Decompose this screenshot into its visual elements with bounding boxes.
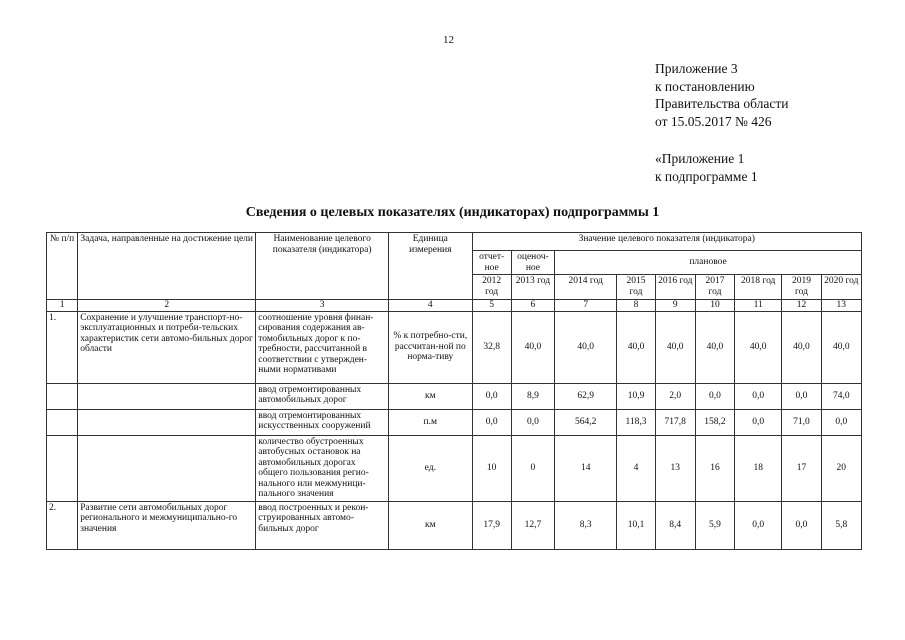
row-value: 10,9 <box>617 383 655 409</box>
row-value: 8,3 <box>555 501 617 549</box>
row-indicator: соотношение уровня финан-сирования содержания ав-томобильных дорог к по-требности, рассчитанной в соответствии с утвержден-ными нормативами <box>256 311 389 383</box>
row-indicator: ввод отремонтированных автомобильных дорог <box>256 383 389 409</box>
row-value: 4 <box>617 435 655 501</box>
row-value: 40,0 <box>511 311 554 383</box>
year-header: 2013 год <box>511 275 554 300</box>
row-value: 0,0 <box>472 409 511 435</box>
header-planned: плановое <box>555 251 862 275</box>
row-value: 40,0 <box>555 311 617 383</box>
year-header: 2020 год <box>821 275 861 300</box>
column-number: 13 <box>821 300 861 312</box>
row-value: 12,7 <box>511 501 554 549</box>
year-header: 2018 год <box>735 275 782 300</box>
year-header: 2019 год <box>782 275 821 300</box>
appendix-line: Правительства области <box>655 96 789 111</box>
row-indicator: ввод отремонтированных искусственных сооружений <box>256 409 389 435</box>
year-header: 2012 год <box>472 275 511 300</box>
appendix-line: к постановлению <box>655 78 755 94</box>
row-value: 0,0 <box>735 501 782 549</box>
table-row <box>47 383 862 409</box>
year-header: 2016 год <box>655 275 695 300</box>
row-value: 0,0 <box>472 383 511 409</box>
row-value: 5,8 <box>821 501 861 549</box>
row-value: 40,0 <box>655 311 695 383</box>
table-row <box>47 435 862 501</box>
column-number: 12 <box>782 300 821 312</box>
row-value: 17 <box>782 435 821 501</box>
row-unit: км <box>389 383 473 409</box>
appendix-line: к подпрограмме 1 <box>655 168 758 184</box>
row-value: 62,9 <box>555 383 617 409</box>
year-header: 2014 год <box>555 275 617 300</box>
row-value: 0,0 <box>695 383 734 409</box>
row-value: 40,0 <box>695 311 734 383</box>
row-value: 16 <box>695 435 734 501</box>
column-number: 11 <box>735 300 782 312</box>
row-num <box>47 409 78 435</box>
row-task: Сохранение и улучшение транспорт-но-эксплуатационных и потреби-тельских характеристик сети автомо-бильных дорог области <box>78 311 256 383</box>
row-value: 2,0 <box>655 383 695 409</box>
row-num <box>47 383 78 409</box>
row-num: 2. <box>47 501 78 549</box>
column-number: 10 <box>695 300 734 312</box>
row-value: 74,0 <box>821 383 861 409</box>
row-task <box>78 409 256 435</box>
row-value: 8,4 <box>655 501 695 549</box>
row-value: 0,0 <box>782 383 821 409</box>
table-row <box>47 501 862 549</box>
appendix-line: от 15.05.2017 № 426 <box>655 113 772 129</box>
row-value: 13 <box>655 435 695 501</box>
row-value: 0,0 <box>735 409 782 435</box>
table-row <box>47 409 862 435</box>
row-num <box>47 435 78 501</box>
column-number: 3 <box>256 300 389 312</box>
header-estimate: оценоч-ное <box>511 251 554 275</box>
column-number: 2 <box>78 300 256 312</box>
row-unit: км <box>389 501 473 549</box>
row-indicator: ввод построенных и рекон-струированных автомо-бильных дорог <box>256 501 389 549</box>
table-row <box>47 311 862 383</box>
subprogram-appendix-block <box>655 150 758 185</box>
header-num: № п/п <box>47 233 78 300</box>
row-unit: п.м <box>389 409 473 435</box>
row-value: 40,0 <box>735 311 782 383</box>
row-value: 20 <box>821 435 861 501</box>
row-value: 17,9 <box>472 501 511 549</box>
row-value: 40,0 <box>821 311 861 383</box>
column-number-row <box>47 300 862 312</box>
header-indicator: Наименование целевого показателя (индикатора) <box>256 233 389 300</box>
row-value: 32,8 <box>472 311 511 383</box>
row-task <box>78 435 256 501</box>
year-header: 2015 год <box>617 275 655 300</box>
row-indicator: количество обустроенных автобусных остановок на автомобильных дорогах общего пользования регио-нального или межмуници-пального значения <box>256 435 389 501</box>
row-value: 0,0 <box>782 501 821 549</box>
row-unit: % к потребно-сти, рассчитан-ной по норма-тиву <box>389 311 473 383</box>
header-task: Задача, направленные на достижение цели <box>78 233 256 300</box>
column-number: 8 <box>617 300 655 312</box>
row-num: 1. <box>47 311 78 383</box>
row-task: Развитие сети автомобильных дорог регионального и межмуниципально-го значения <box>78 501 256 549</box>
header-report: отчет-ное <box>472 251 511 275</box>
row-value: 0,0 <box>735 383 782 409</box>
appendix-line: Приложение 3 <box>655 61 738 76</box>
row-value: 40,0 <box>617 311 655 383</box>
row-value: 564,2 <box>555 409 617 435</box>
row-value: 10,1 <box>617 501 655 549</box>
row-value: 71,0 <box>782 409 821 435</box>
row-value: 5,9 <box>695 501 734 549</box>
row-unit: ед. <box>389 435 473 501</box>
column-number: 6 <box>511 300 554 312</box>
row-value: 14 <box>555 435 617 501</box>
appendix-block <box>655 60 788 130</box>
year-header: 2017 год <box>695 275 734 300</box>
row-task <box>78 383 256 409</box>
row-value: 10 <box>472 435 511 501</box>
column-number: 5 <box>472 300 511 312</box>
row-value: 0 <box>511 435 554 501</box>
page-number: 12 <box>443 34 454 46</box>
column-number: 9 <box>655 300 695 312</box>
document-title: Сведения о целевых показателях (индикаторах) подпрограммы 1 <box>245 205 660 220</box>
row-value: 40,0 <box>782 311 821 383</box>
column-number: 4 <box>389 300 473 312</box>
row-value: 0,0 <box>511 409 554 435</box>
appendix-line: «Приложение 1 <box>655 151 745 166</box>
column-number: 7 <box>555 300 617 312</box>
header-unit: Единица измерения <box>389 233 473 300</box>
row-value: 118,3 <box>617 409 655 435</box>
column-number: 1 <box>47 300 78 312</box>
row-value: 0,0 <box>821 409 861 435</box>
indicators-table <box>46 232 862 550</box>
row-value: 8,9 <box>511 383 554 409</box>
row-value: 18 <box>735 435 782 501</box>
row-value: 158,2 <box>695 409 734 435</box>
row-value: 717,8 <box>655 409 695 435</box>
header-value: Значение целевого показателя (индикатора) <box>472 233 861 251</box>
